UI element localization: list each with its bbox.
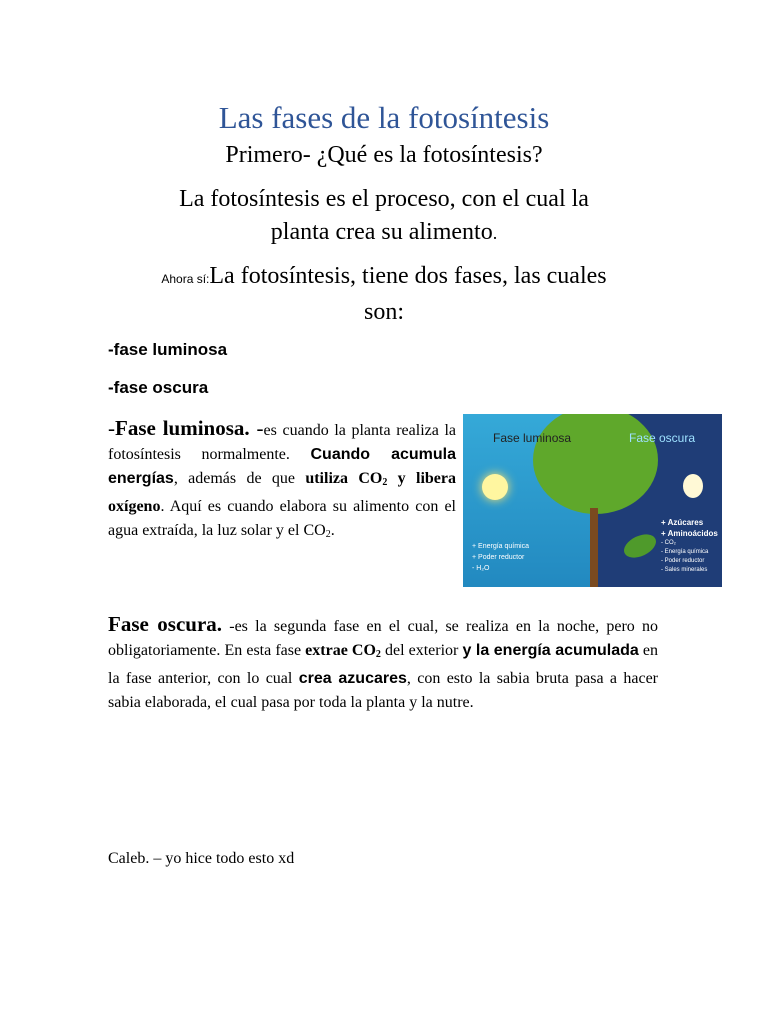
figure-left-list — [472, 541, 529, 574]
phases-intro-line-1: Ahora sí:La fotosíntesis, tiene dos fases, las cuales — [161, 263, 607, 289]
list-item: - Energía química — [661, 549, 709, 555]
phases-intro-line-2: son: — [363, 299, 404, 325]
fase-luminosa-paragraph: -Fase luminosa. -es cuando la planta realiza la fotosíntesis normalmente. Cuando acumula energías, además de que utiliza $CO_2$ y libera oxígeno. Aquí es cuando elabora su alimento con el agua extraída, la luz solar y el $CO_2$. — [108, 416, 457, 540]
intro-line-2: planta crea su alimento. — [270, 219, 498, 245]
figure-right-list — [661, 517, 718, 575]
tree-trunk — [590, 508, 598, 587]
subtitle: Primero- ¿Qué es la fotosíntesis? — [225, 142, 543, 168]
fase-luminosa-heading: Fase luminosa. — [115, 416, 250, 440]
intro-paragraph — [0, 183, 768, 250]
list-item: + Energía química — [472, 543, 530, 550]
list-item: + Azúcares — [661, 518, 704, 527]
list-item-fase-oscura: -fase oscura — [108, 378, 209, 397]
list-item: + Poder reductor — [472, 554, 525, 561]
fase-oscura-paragraph: Fase oscura. -es la segunda fase en el cual, se realiza en la noche, pero no obligatoriamente. En esta fase extrae $CO_2$ del exterior y la energía acumulada en la fase anterior, con lo cual crea azucares, con esto la sabia bruta pasa a hacer sabia elaborada, el cual pasa por toda la planta y la nutre. — [108, 612, 659, 711]
sun-icon — [482, 474, 508, 500]
fase-oscura-heading: Fase oscura. — [108, 612, 223, 636]
figure-label-luminosa: Fase luminosa — [493, 431, 572, 445]
photosynthesis-phases-illustration — [463, 414, 722, 587]
list-item: - CO₂ — [661, 540, 676, 546]
page-title: Las fases de la fotosíntesis — [218, 100, 550, 135]
list-item-fase-luminosa: -fase luminosa — [108, 340, 228, 359]
figure-label-oscura: Fase oscura — [629, 431, 696, 445]
list-item: - H₂O — [472, 565, 490, 572]
list-item: + Aminoácidos — [661, 529, 718, 538]
phases-intro — [0, 260, 768, 329]
ahora-label: Ahora sí: — [161, 272, 210, 286]
list-item: - Poder reductor — [661, 558, 705, 564]
list-item: - Sales minerales — [661, 567, 708, 573]
signature: Caleb. – yo hice todo esto xd — [108, 850, 295, 867]
moon-icon — [683, 474, 703, 498]
intro-line-1: La fotosíntesis es el proceso, con el cual la — [179, 186, 589, 212]
